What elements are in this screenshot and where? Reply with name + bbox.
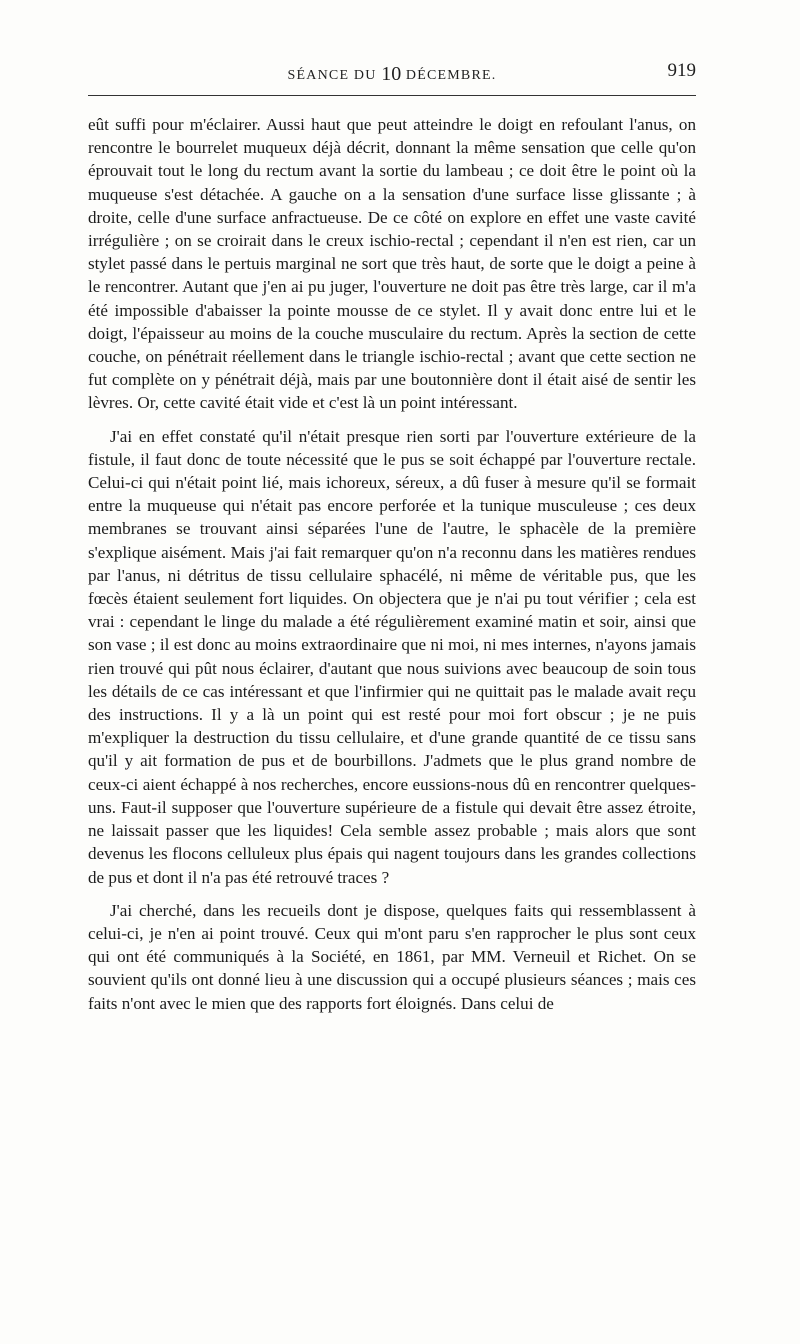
header-title-day: 10: [381, 63, 402, 85]
body-text: [88, 113, 696, 1025]
running-header: [88, 56, 696, 96]
header-title: [88, 62, 696, 85]
header-title-prefix: SÉANCE DU: [287, 68, 382, 83]
header-rule: [88, 95, 696, 96]
paragraph-3: J'ai cherché, dans les recueils dont je dispose, quelques faits qui ressemblassent à celui-ci, je n'en ai point trouvé. Ceux qui m'ont paru s'en rapprocher le plus sont ceux qui ont été communiqués à la Société, en 1861, par MM. Verneuil et Richet. On se souvient qu'ils ont donné lieu à une discussion qui a occupé plusieurs séances ; mais ces faits n'ont avec le mien que des rapports fort éloignés. Dans celui de: [88, 900, 696, 1013]
page-number: 919: [667, 60, 696, 81]
paragraph-2: J'ai en effet constaté qu'il n'était presque rien sorti par l'ouverture extérieure de la fistule, il faut donc de toute nécessité que le pus se soit échappé par l'ouverture rectale. Celui-ci qui n'était point lié, mais ichoreux, séreux, a dû fuser à mesure qu'il se formait entre la muqueuse qui n'était pas encore perforée et la tunique musculeuse ; ces deux membranes se trouvant ainsi séparées l'une de l'autre, le sphacèle de la première s'explique aisément. Mais j'ai fait remarquer qu'on n'a reconnu dans les matières rendues par l'anus, ni détritus de tissu cellulaire sphacélé, ni même de véritable pus, que les fœcès étaient seulement fort liquides. On objectera que je n'ai pu tout vérifier ; cela est vrai : cependant le linge du malade a été régulièrement examiné matin et soir, ainsi que son vase ; il est donc au moins extraordinaire que ni moi, ni mes internes, n'ayons jamais rien trouvé qui pût nous éclairer, d'autant que nous suivions avec beaucoup de soin tous les détails de ce cas intéressant et que l'infirmier qui ne quittait pas le malade avait reçu des instructions. Il y a là un point qui est resté pour moi fort obscur ; je ne puis m'expliquer la destruction du tissu cellulaire, et d'une grande quantité de ce tissu sans qu'il y ait formation de pus et de bourbillons. J'admets que le plus grand nombre de ceux-ci aient échappé à nos recherches, encore eussions-nous dû en rencontrer quelques-uns. Faut-il supposer que l'ouverture supérieure de a fistule qui devait être assez étroite, ne laissait passer que les liquides! Cela semble assez probable ; mais alors que sont devenus les flocons celluleux plus épais qui nagent toujours dans les grandes collections de pus et dont il n'a pas été retrouvé traces ?: [88, 426, 696, 887]
paragraph-1: eût suffi pour m'éclairer. Aussi haut que peut atteindre le doigt en refoulant l'anus, on rencontre le bourrelet muqueux déjà décrit, donnant la même sensation que celle qu'on éprouvait tout le long du rectum avant la sortie du lambeau ; ce doit être le point où la muqueuse s'est détachée. A gauche on a la sensation d'une surface lisse glissante ; à droite, celle d'une surface anfractueuse. De ce côté on explore en effet une vaste cavité irrégulière ; on se croirait dans le creux ischio-rectal ; cependant il n'en est rien, car un stylet passé dans le pertuis marginal ne sort que très haut, de sorte que le doigt a peine à le rencontrer. Autant que j'en ai pu juger, l'ouverture ne doit pas être très large, car il m'a été impossible d'abaisser la pointe mousse de ce stylet. Il y avait donc entre lui et le doigt, l'épaisseur au moins de la couche musculaire du rectum. Après la section de cette couche, on pénétrait réellement dans le triangle ischio-rectal ; avant que cette section ne fut complète on y pénétrait déjà, mais par une boutonnière dont il était aisé de sentir les lèvres. Or, cette cavité était vide et c'est là un point intéressant.: [88, 115, 696, 413]
header-title-suffix: DÉCEMBRE.: [401, 68, 497, 83]
